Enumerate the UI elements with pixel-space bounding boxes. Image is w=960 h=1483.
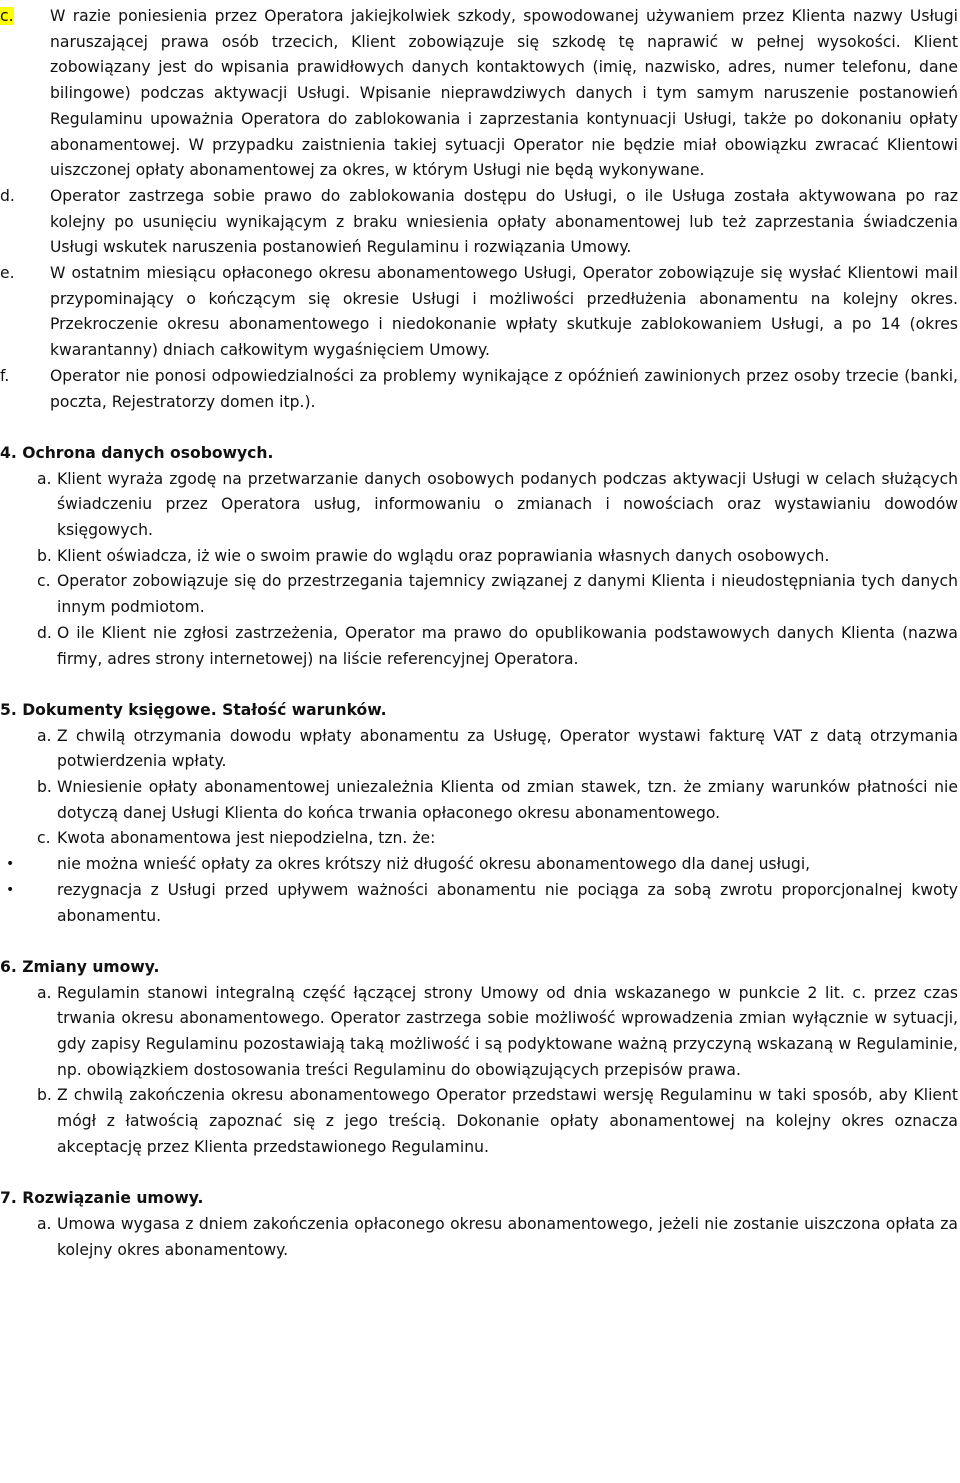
list-item-5c	[0, 826, 958, 852]
list-item-text: Umowa wygasa z dniem zakończenia opłaconego okresu abonamentowego, jeżeli nie zostanie uiszczona opłata za kolejny okres abonamentowy.	[57, 1214, 958, 1259]
list-item-text: W ostatnim miesiącu opłaconego okresu abonamentowego Usługi, Operator zobowiązuje się wysłać Klientowi mail przypominający o kończącym się okresie Usługi i możliwości przedłużenia abonamentu na kolejny okres. Przekroczenie okresu abonamentowego i niedokonanie wpłaty skutkuje zablokowaniem Usługi, a po 14 (okres kwarantanny) dniach całkowitym wygaśnięciem Umowy.	[50, 264, 958, 360]
list-item-4d	[0, 621, 958, 672]
list-marker: d.	[37, 623, 52, 642]
list-item-4b	[0, 544, 958, 570]
list-marker: d.	[0, 186, 15, 205]
bullet-item	[0, 878, 958, 929]
list-item-text: Operator zastrzega sobie prawo do zablokowania dostępu do Usługi, o ile Usługa została aktywowana po raz kolejny po usunięciu wynikającym z braku wniesienia opłaty abonamentowej lub też zaprzestania świadczenia Usługi wskutek naruszenia postanowień Regulaminu i rozwiązania Umowy.	[50, 186, 958, 257]
list-item-3e	[0, 261, 958, 364]
list-item-text: Klient oświadcza, iż wie o swoim prawie do wglądu oraz poprawiania własnych danych osobowych.	[57, 546, 830, 565]
list-item-6b	[0, 1083, 958, 1160]
list-item-4c	[0, 569, 958, 620]
bullet-item-text: rezygnacja z Usługi przed upływem ważności abonamentu nie pociąga za sobą zwrotu proporcjonalnej kwoty abonamentu.	[57, 880, 958, 925]
bullet-icon: •	[6, 881, 15, 898]
list-item-3c	[0, 4, 958, 184]
list-marker: e.	[0, 264, 15, 283]
list-marker	[0, 4, 50, 30]
list-marker: b.	[37, 778, 52, 797]
list-item-3f	[0, 364, 958, 415]
list-marker: b.	[37, 546, 52, 565]
document-page	[0, 4, 958, 1263]
section-heading-7: 7. Rozwiązanie umowy.	[0, 1189, 204, 1208]
section-heading-4: 4. Ochrona danych osobowych.	[0, 443, 274, 462]
list-item-6a	[0, 981, 958, 1084]
list-item-text: Z chwilą otrzymania dowodu wpłaty abonamentu za Usługę, Operator wystawi fakturę VAT z datą otrzymania potwierdzenia wpłaty.	[57, 726, 958, 771]
bullet-item	[0, 852, 958, 878]
highlighted-marker: c.	[0, 7, 14, 25]
section-heading-6: 6. Zmiany umowy.	[0, 957, 160, 976]
list-item-5b	[0, 775, 958, 826]
list-item-text: Regulamin stanowi integralną część łączącej strony Umowy od dnia wskazanego w punkcie 2 lit. c. przez czas trwania okresu abonamentowego. Operator zastrzega sobie możliwość wprowadzenia zmian wyłącznie w sytuacji, gdy zapisy Regulaminu pozostawiają taką możliwość i są podyktowane ważną przyczyną wskazaną w Regulaminie, np. obowiązkiem dostosowania treści Regulaminu do obowiązujących przepisów prawa.	[57, 983, 958, 1079]
list-item-5a	[0, 724, 958, 775]
list-item-text: O ile Klient nie zgłosi zastrzeżenia, Operator ma prawo do opublikowania podstawowych danych Klienta (nazwa firmy, adres strony internetowej) na liście referencyjnej Operatora.	[57, 623, 958, 668]
list-item-text: Klient wyraża zgodę na przetwarzanie danych osobowych podanych podczas aktywacji Usługi w celach służących świadczeniu przez Operatora usług, informowaniu o zmianach i nowościach oraz wystawianiu dowodów księgowych.	[57, 469, 958, 540]
list-item-text: Z chwilą zakończenia okresu abonamentowego Operator przedstawi wersję Regulaminu w taki sposób, aby Klient mógł z łatwością zapoznać się z jego treścią. Dokonanie opłaty abonamentowej na kolejny okres oznacza akceptację przez Klienta przedstawionego Regulaminu.	[57, 1086, 958, 1156]
list-item-text: Operator nie ponosi odpowiedzialności za problemy wynikające z opóźnień zawinionych przez osoby trzecie (banki, poczta, Rejestratorzy domen itp.).	[50, 366, 958, 411]
list-marker: a.	[37, 1214, 52, 1233]
list-marker: c.	[37, 572, 51, 591]
bullet-item-text: nie można wnieść opłaty za okres krótszy niż długość okresu abonamentowego dla danej usługi,	[57, 855, 811, 874]
list-marker: a.	[37, 469, 52, 488]
list-item-7a	[0, 1212, 958, 1263]
list-item-3d	[0, 184, 958, 261]
list-marker: a.	[37, 983, 52, 1002]
section-heading-5: 5. Dokumenty księgowe. Stałość warunków.	[0, 700, 387, 719]
list-marker: c.	[37, 829, 51, 848]
list-item-4a	[0, 467, 958, 544]
list-item-text: Operator zobowiązuje się do przestrzegania tajemnicy związanej z danymi Klienta i nieudostępniania tych danych innym podmiotom.	[57, 572, 958, 617]
list-marker: b.	[37, 1086, 52, 1105]
list-item-text: Kwota abonamentowa jest niepodzielna, tzn. że:	[57, 829, 436, 848]
list-marker: f.	[0, 366, 10, 385]
list-marker: a.	[37, 726, 52, 745]
bullet-icon: •	[6, 856, 15, 873]
list-item-text: W razie poniesienia przez Operatora jakiejkolwiek szkody, spowodowanej używaniem przez Klienta nazwy Usługi naruszającej prawa osób trzecich, Klient zobowiązuje się szkodę tę naprawić w pełnej wysokości. Klient zobowiązany jest do wpisania prawidłowych danych kontaktowych (imię, nazwisko, adres, numer telefonu, dane bilingowe) podczas aktywacji Usługi. Wpisanie nieprawdziwych danych i tym samym naruszenie postanowień Regulaminu upoważnia Operatora do zablokowania i zaprzestania kontynuacji Usługi, także po dokonaniu opłaty abonamentowej. W przypadku zaistnienia takiej sytuacji Operator nie będzie miał obowiązku zwracać Klientowi uiszczonej opłaty abonamentowej za okres, w którym Usługi nie będą wykonywane.	[50, 7, 958, 180]
list-item-text: Wniesienie opłaty abonamentowej uniezależnia Klienta od zmian stawek, tzn. że zmiany warunków płatności nie dotyczą danej Usługi Klienta do końca trwania opłaconego okresu abonamentowego.	[57, 778, 958, 822]
